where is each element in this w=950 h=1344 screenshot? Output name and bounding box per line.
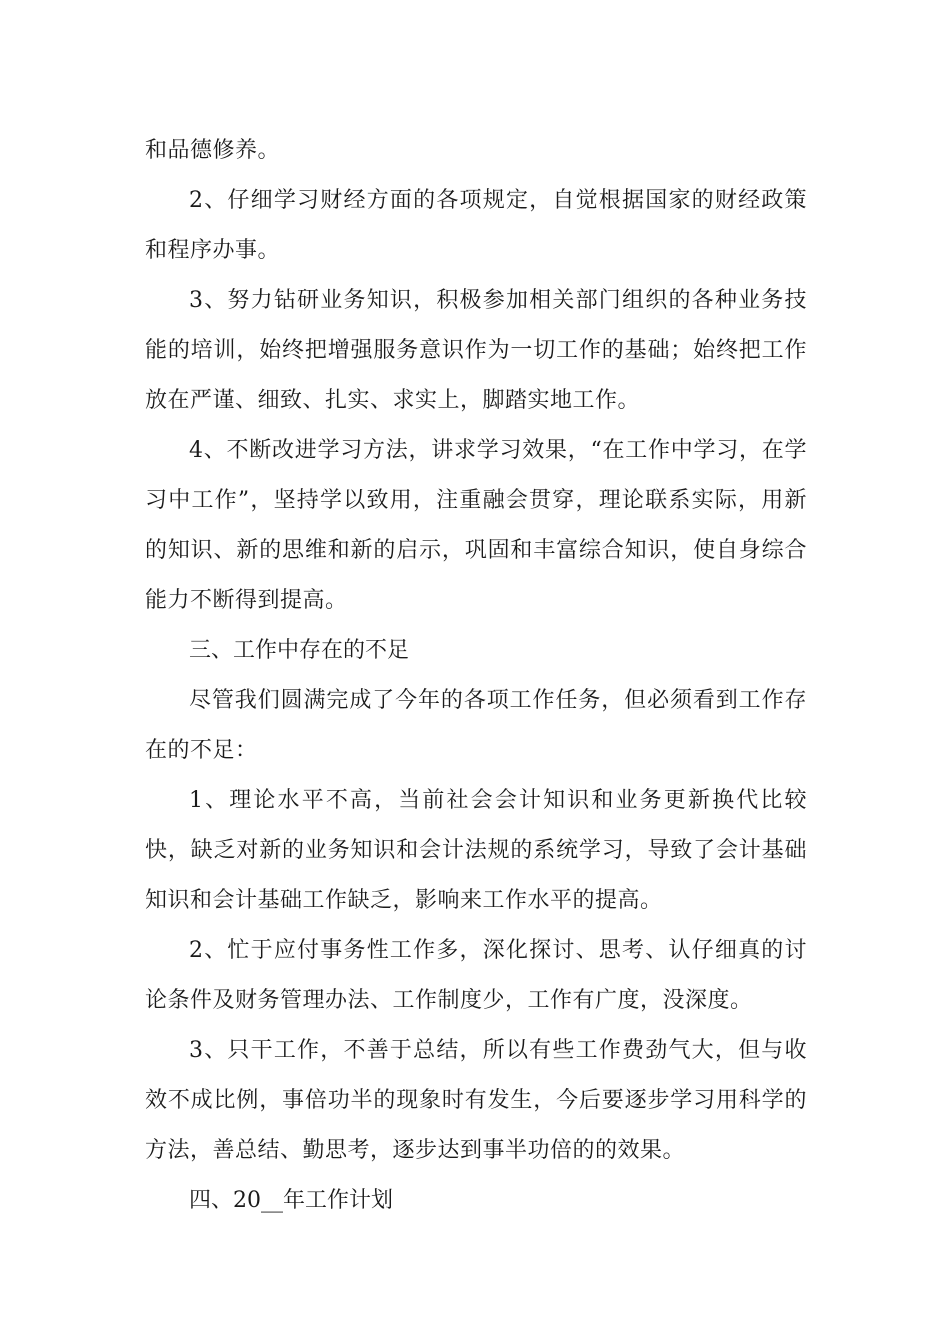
- paragraph-shortcomings-intro: 尽管我们圆满完成了今年的各项工作任务，但必须看到工作存在的不足：: [145, 688, 807, 763]
- document-page: [145, 126, 807, 1226]
- paragraph-item-2: 2、仔细学习财经方面的各项规定，自觉根据国家的财经政策和程序办事。: [145, 188, 807, 263]
- section-heading-4: 四、20__年工作计划: [189, 1188, 393, 1213]
- paragraph-shortcoming-1: 1、理论水平不高，当前社会会计知识和业务更新换代比较快，缺乏对新的业务知识和会计法规的系统学习，导致了会计基础知识和会计基础工作缺乏，影响来工作水平的提高。: [145, 788, 807, 913]
- paragraph-shortcoming-2: 2、忙于应付事务性工作多，深化探讨、思考、认仔细真的讨论条件及财务管理办法、工作制度少，工作有广度，没深度。: [145, 938, 807, 1013]
- paragraph-item-3: 3、努力钻研业务知识，积极参加相关部门组织的各种业务技能的培训，始终把增强服务意识作为一切工作的基础；始终把工作放在严谨、细致、扎实、求实上，脚踏实地工作。: [145, 288, 807, 413]
- paragraph-item-4: 4、不断改进学习方法，讲求学习效果，“在工作中学习，在学习中工作”，坚持学以致用，注重融会贯穿，理论联系实际，用新的知识、新的思维和新的启示，巩固和丰富综合知识，使自身综合能力不断得到提高。: [145, 438, 807, 613]
- paragraph-shortcoming-3: 3、只干工作，不善于总结，所以有些工作费劲气大，但与收效不成比例，事倍功半的现象时有发生，今后要逐步学习用科学的方法，善总结、勤思考，逐步达到事半功倍的的效果。: [145, 1038, 807, 1163]
- paragraph-continuation: 和品德修养。: [145, 138, 281, 163]
- section-heading-3: 三、工作中存在的不足: [189, 638, 410, 663]
